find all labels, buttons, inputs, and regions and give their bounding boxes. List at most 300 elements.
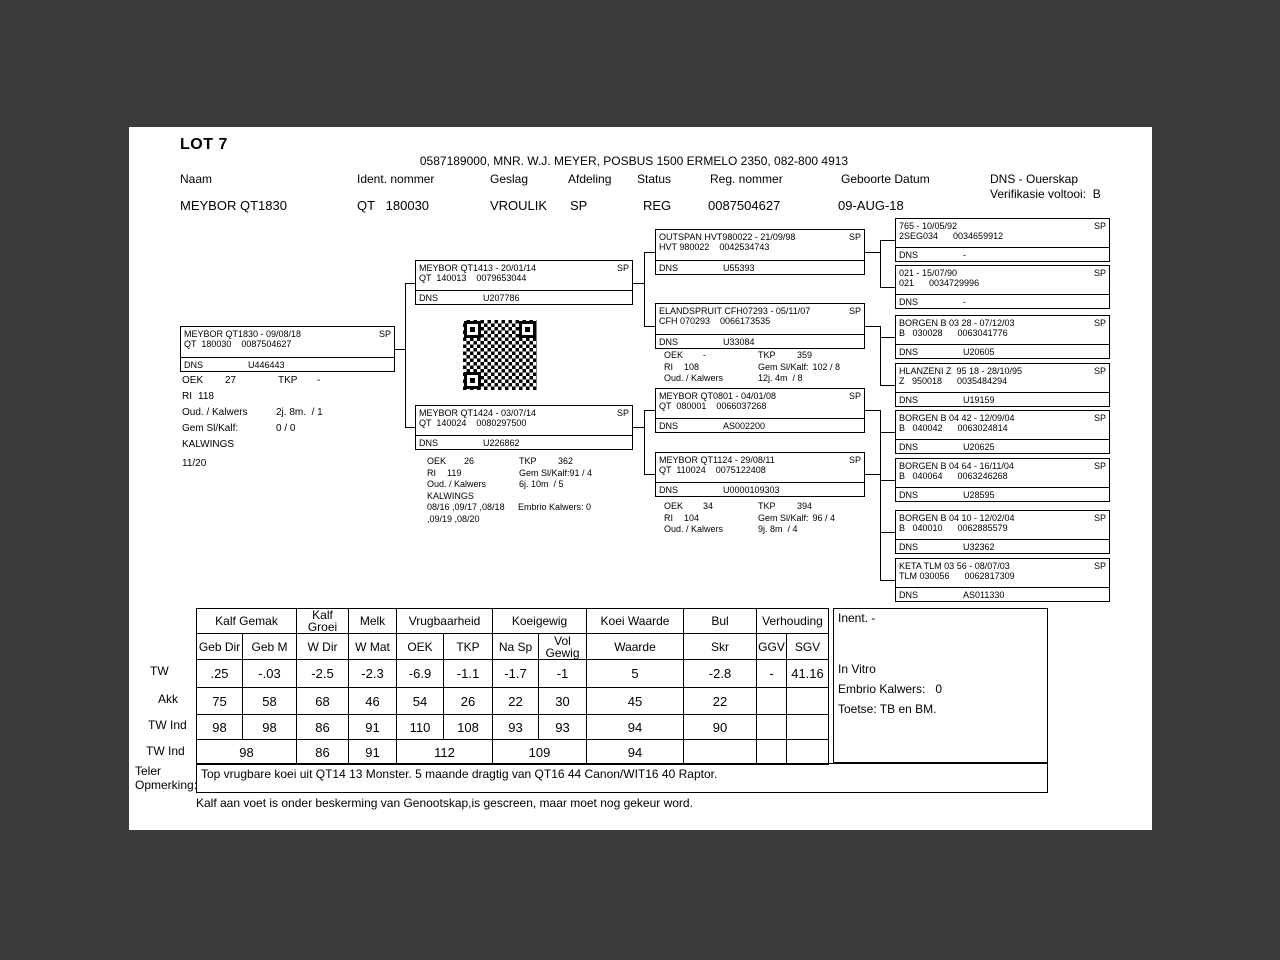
stat-line <box>182 405 323 421</box>
table-cell: -1.1 <box>444 660 493 688</box>
column-header: Vol Gewig <box>539 634 587 660</box>
kalwings-label: KALWINGS <box>427 490 474 501</box>
section-code: SP <box>1093 461 1106 471</box>
value-afdeling: SP <box>570 198 588 213</box>
pedigree-connector <box>880 432 895 433</box>
group-header: Kalf Groei <box>297 609 349 634</box>
table-cell: 109 <box>493 740 587 765</box>
table-cell: 90 <box>684 715 757 740</box>
animal-id: CFH 070293 0066173535 <box>659 316 771 326</box>
pedigree-connector <box>880 240 895 241</box>
stat-line <box>664 501 835 513</box>
stat-line <box>427 491 592 503</box>
animal-id: 2SEG034 0034659912 <box>899 231 1004 241</box>
table-cell: -6.9 <box>397 660 444 688</box>
pedigree-connector <box>880 240 881 288</box>
dns-label: DNS <box>899 589 919 600</box>
animal-id: QT 180030 0087504627 <box>184 339 292 349</box>
pedigree-connector <box>644 252 655 253</box>
pedigree-box-gp-3 <box>655 388 865 433</box>
section-code: SP <box>848 232 861 242</box>
section-code: SP <box>1093 561 1106 571</box>
table-cell <box>757 715 787 740</box>
stat-line <box>664 513 835 525</box>
animal-id: QT 110024 0075122408 <box>659 465 766 475</box>
table-cell: 26 <box>444 688 493 715</box>
animal-id: B 040064 0063246268 <box>899 471 1008 481</box>
group-header: Koei Waarde <box>587 609 684 634</box>
box-title-row <box>656 453 864 465</box>
pedigree-connector <box>880 326 881 386</box>
animal-name: KETA TLM 03 56 - 08/07/03 <box>899 561 1010 571</box>
stat-line <box>664 524 835 536</box>
oek-label: OEK <box>664 501 684 511</box>
table-cell <box>757 688 787 715</box>
embrio-kalwers-note: Embrio Kalwers: 0 <box>838 682 943 696</box>
group-header: Verhouding <box>757 609 829 634</box>
animal-id: 021 0034729996 <box>899 278 980 288</box>
animal-id: B 040042 0063024814 <box>899 423 1008 433</box>
table-cell: 58 <box>243 688 297 715</box>
table-cell: 112 <box>397 740 493 765</box>
dns-row <box>896 344 1109 358</box>
group-header-row <box>197 609 829 634</box>
animal-name: 021 - 15/07/90 <box>899 268 958 278</box>
animal-id: TLM 030056 0062817309 <box>899 571 1015 581</box>
animal-name: 765 - 10/05/92 <box>899 221 958 231</box>
dns-row <box>896 247 1109 261</box>
box-title-row <box>181 327 394 339</box>
dns-value: U33084 <box>723 336 755 347</box>
table-cell <box>684 740 757 765</box>
dns-label: DNS <box>899 441 919 452</box>
stat-line <box>182 421 323 437</box>
animal-name: BORGEN B 04 10 - 12/02/04 <box>899 513 1015 523</box>
ri-value: 119 <box>447 467 462 478</box>
value-reg: 0087504627 <box>708 198 781 213</box>
row-label-akk: Akk <box>158 692 179 706</box>
dam-stats <box>427 456 592 525</box>
toetse-note: Toetse: TB en BM. <box>838 702 937 716</box>
col-header-ident: Ident. nommer <box>357 172 435 186</box>
table-cell: 110 <box>397 715 444 740</box>
table-cell: -2.8 <box>684 660 757 688</box>
column-header: Geb M <box>243 634 297 660</box>
dns-label: DNS <box>419 437 439 448</box>
ri-value: 118 <box>198 391 214 402</box>
gem-label: Gem Sl/Kalf: <box>758 361 809 372</box>
kalwings-dates: 08/16 ,09/17 ,08/18 <box>427 502 505 512</box>
dns-value: U0000109303 <box>723 484 780 495</box>
gem-label: Gem Sl/Kalf: <box>182 423 239 434</box>
dns-row <box>656 260 864 274</box>
oek-label: OEK <box>182 375 204 386</box>
dns-row <box>896 587 1109 601</box>
dns-label: DNS <box>659 484 679 495</box>
twind2-row <box>197 740 829 765</box>
pedigree-box-gp-1 <box>655 229 865 275</box>
tkp-label: TKP <box>758 501 776 511</box>
value-status: REG <box>643 198 672 213</box>
oud-label: Oud. / Kalwers <box>427 479 487 489</box>
dns-label: DNS <box>659 262 679 273</box>
animal-name: OUTSPAN HVT980022 - 21/09/98 <box>659 232 796 242</box>
dns-value: U446443 <box>248 359 285 370</box>
column-header: GGV <box>757 634 787 660</box>
dns-value: - <box>963 296 966 307</box>
pedigree-box-dam <box>415 405 633 450</box>
pedigree-connector <box>865 474 880 475</box>
animal-id: QT 140024 0080297500 <box>419 418 527 428</box>
pedigree-connector <box>633 283 644 284</box>
pedigree-connector <box>880 385 895 386</box>
pedigree-connector <box>880 410 881 481</box>
dns-row <box>896 392 1109 406</box>
ri-value: 104 <box>684 512 700 523</box>
pedigree-box-ggp-7 <box>895 510 1110 554</box>
table-cell: -1.7 <box>493 660 539 688</box>
table-cell: -.03 <box>243 660 297 688</box>
oud-value: 6j. 10m / 5 <box>519 479 564 489</box>
dns-value: U28595 <box>963 489 995 500</box>
dns-value: U19159 <box>963 394 995 405</box>
gem-value: 102 / 8 <box>812 361 841 372</box>
box-title-row <box>896 316 1109 328</box>
animal-id: Z 950018 0035484294 <box>899 376 1008 386</box>
table-cell: -1 <box>539 660 587 688</box>
oud-value: 9j. 8m / 4 <box>758 524 798 534</box>
pedigree-connector <box>880 580 895 581</box>
row-label-twind: TW Ind <box>148 718 187 732</box>
stat-line <box>664 362 840 374</box>
oud-value: 2j. 8m. / 1 <box>276 407 323 418</box>
dns-row <box>656 418 864 432</box>
pedigree-connector <box>644 252 645 327</box>
tkp-value: 362 <box>558 456 574 466</box>
value-ident: QT 180030 <box>357 198 430 213</box>
box-title-row <box>896 219 1109 231</box>
pedigree-box-sire <box>415 260 633 305</box>
stat-line <box>664 350 840 362</box>
opmerking-label: Opmerking: <box>135 778 198 792</box>
kalwings-dates: ,09/19 ,08/20 <box>427 513 480 524</box>
row-label-twind2: TW Ind <box>146 744 185 758</box>
table-cell <box>757 740 787 765</box>
animal-name: BORGEN B 04 42 - 12/09/04 <box>899 413 1015 423</box>
table-cell: 22 <box>684 688 757 715</box>
table-cell <box>787 688 829 715</box>
section-code: SP <box>848 391 861 401</box>
box-title-row <box>896 511 1109 523</box>
dns-value: U207786 <box>483 292 520 303</box>
section-code: SP <box>378 329 391 339</box>
pedigree-box-ggp-4 <box>895 363 1110 407</box>
table-cell: 5 <box>587 660 684 688</box>
column-header: W Mat <box>349 634 397 660</box>
stat-line <box>427 502 592 514</box>
section-code: SP <box>1093 366 1106 376</box>
oud-label: Oud. / Kalwers <box>664 373 724 383</box>
table-cell: -2.5 <box>297 660 349 688</box>
dns-row <box>416 290 632 304</box>
dns-value: U20625 <box>963 441 995 452</box>
table-cell: 91 <box>349 740 397 765</box>
dns-row <box>656 482 864 496</box>
oek-label: OEK <box>664 350 684 360</box>
pedigree-connector <box>865 252 880 253</box>
table-cell: 94 <box>587 715 684 740</box>
pedigree-connector <box>644 410 645 475</box>
inent-title: Inent. - <box>838 611 876 625</box>
pedigree-box-ggp-5 <box>895 410 1110 454</box>
pedigree-connector <box>405 427 415 428</box>
dns-label: DNS <box>659 336 679 347</box>
animal-id: QT 140013 0079653044 <box>419 273 527 283</box>
table-cell: 30 <box>539 688 587 715</box>
section-code: SP <box>1093 318 1106 328</box>
footnote-text: Kalf aan voet is onder beskerming van Genootskap,is gescreen, maar moet nog gekeur word. <box>196 796 693 810</box>
inent-box <box>833 608 1048 763</box>
box-title-row <box>896 364 1109 376</box>
in-vitro-note: In Vitro <box>838 662 876 676</box>
dns-label: DNS <box>899 346 919 357</box>
qr-finder-pattern <box>464 321 481 338</box>
pedigree-connector <box>644 410 655 411</box>
stat-line <box>427 468 592 480</box>
dns-label: DNS <box>184 359 204 370</box>
group-header: Vrugbaarheid <box>397 609 493 634</box>
group-header: Koeigewig <box>493 609 587 634</box>
table-cell: - <box>757 660 787 688</box>
col-header-afdeling: Afdeling <box>568 172 612 186</box>
box-title-row <box>416 406 632 418</box>
oek-label: OEK <box>427 456 447 466</box>
dns-row <box>896 539 1109 553</box>
section-code: SP <box>616 263 629 273</box>
animal-name: HLANZENI Z 95 18 - 28/10/95 <box>899 366 1023 376</box>
box-title-row <box>896 459 1109 471</box>
section-code: SP <box>1093 513 1106 523</box>
dns-label: DNS <box>419 292 439 303</box>
animal-name: ELANDSPRUIT CFH07293 - 05/11/07 <box>659 306 811 316</box>
ri-label: RI <box>664 361 673 372</box>
dns-row <box>896 294 1109 308</box>
animal-name: MEYBOR QT1124 - 29/08/11 <box>659 455 775 465</box>
pedigree-connector <box>644 474 655 475</box>
tkp-value: 359 <box>797 350 813 360</box>
col-header-naam: Naam <box>180 172 213 186</box>
qr-finder-pattern <box>464 372 481 389</box>
dns-value: - <box>963 249 966 260</box>
pedigree-connector <box>395 349 405 350</box>
box-title-row <box>896 266 1109 278</box>
animal-name: BORGEN B 04 64 - 16/11/04 <box>899 461 1014 471</box>
section-code: SP <box>1093 221 1106 231</box>
row-label-tw: TW <box>150 664 169 678</box>
table-cell: 91 <box>349 715 397 740</box>
table-cell <box>787 740 829 765</box>
oek-value: 26 <box>464 456 475 466</box>
lot-title: LOT 7 <box>180 136 228 153</box>
dns-value: U20605 <box>963 346 995 357</box>
animal-name: MEYBOR QT0801 - 04/01/08 <box>659 391 777 401</box>
section-code: SP <box>848 455 861 465</box>
pedigree-box-ggp-3 <box>895 315 1110 359</box>
pedigree-connector <box>880 337 895 338</box>
dns-value: AS002200 <box>723 420 766 431</box>
col-header-geboorte: Geboorte Datum <box>841 172 930 186</box>
ri-value: 108 <box>684 361 700 372</box>
tkp-label: TKP <box>278 375 298 386</box>
group-header: Bul <box>684 609 757 634</box>
col-header-dns-ouerskap: DNS - Ouerskap <box>990 172 1079 186</box>
gem-label: Gem Sl/Kalf: <box>519 467 570 478</box>
group-header: Kalf Gemak <box>197 609 297 634</box>
dns-label: DNS <box>899 489 919 500</box>
oek-value: - <box>703 350 706 360</box>
dns-row <box>896 487 1109 501</box>
box-title-row <box>416 261 632 273</box>
box-title-row <box>656 389 864 401</box>
dns-value: U55393 <box>723 262 755 273</box>
gem-value: 91 / 4 <box>569 467 593 478</box>
twind-row <box>197 715 829 740</box>
box-title-row <box>656 230 864 242</box>
tkp-label: TKP <box>519 456 537 466</box>
table-cell: 68 <box>297 688 349 715</box>
box-title-row <box>896 411 1109 423</box>
breeding-values-table <box>196 608 829 765</box>
table-cell: 93 <box>539 715 587 740</box>
box-title-row <box>896 559 1109 571</box>
animal-name: MEYBOR QT1830 - 09/08/18 <box>184 329 302 339</box>
animal-id: HVT 980022 0042534743 <box>659 242 770 252</box>
table-cell: 41.16 <box>787 660 829 688</box>
dns-value: AS011330 <box>963 589 1005 600</box>
ri-label: RI <box>427 467 436 478</box>
dns-value: U226862 <box>483 437 520 448</box>
value-geboorte: 09-AUG-18 <box>838 198 904 213</box>
ri-label: RI <box>182 391 192 402</box>
column-header: TKP <box>444 634 493 660</box>
col-header-status: Status <box>637 172 672 186</box>
table-cell: 98 <box>197 740 297 765</box>
table-cell: 86 <box>297 715 349 740</box>
table-cell: 93 <box>493 715 539 740</box>
gem-label: Gem Sl/Kalf: <box>758 512 809 523</box>
pedigree-box-ggp-6 <box>895 458 1110 502</box>
table-cell: -2.3 <box>349 660 397 688</box>
pedigree-connector <box>880 287 895 288</box>
table-cell: 94 <box>587 740 684 765</box>
pedigree-connector <box>865 326 880 327</box>
gp2-stats <box>664 350 840 385</box>
verifikasie-status: Verifikasie voltooi: B <box>990 187 1101 201</box>
col-header-reg: Reg. nommer <box>710 172 783 186</box>
oud-label: Oud. / Kalwers <box>182 407 248 418</box>
oek-value: 34 <box>703 501 714 511</box>
dns-row <box>181 357 394 371</box>
table-cell: 98 <box>243 715 297 740</box>
gem-value: 96 / 4 <box>812 512 836 523</box>
dns-label: DNS <box>899 394 919 405</box>
document-page <box>129 127 1152 830</box>
pedigree-box-ggp-1 <box>895 218 1110 262</box>
remark-box <box>196 763 1048 793</box>
dns-row <box>656 334 864 348</box>
pedigree-connector <box>405 283 415 284</box>
column-header: Na Sp <box>493 634 539 660</box>
value-geslag: VROULIK <box>490 198 548 213</box>
dns-row <box>416 435 632 449</box>
stat-line <box>182 456 323 472</box>
section-code: SP <box>848 306 861 316</box>
qr-finder-pattern <box>519 321 536 338</box>
dns-row <box>896 439 1109 453</box>
animal-name: MEYBOR QT1424 - 03/07/14 <box>419 408 537 418</box>
teler-label: Teler <box>135 764 162 778</box>
pedigree-connector <box>644 326 655 327</box>
tkp-label: TKP <box>758 350 776 360</box>
dns-value: U32362 <box>963 541 995 552</box>
kalwings-label: KALWINGS <box>182 439 235 450</box>
table-cell: 22 <box>493 688 539 715</box>
pedigree-connector <box>405 283 406 428</box>
pedigree-connector <box>633 427 644 428</box>
column-header-row <box>197 634 829 660</box>
animal-id: QT 080001 0066037268 <box>659 401 767 411</box>
column-header: OEK <box>397 634 444 660</box>
section-code: SP <box>1093 413 1106 423</box>
column-header: W Dir <box>297 634 349 660</box>
column-header: Skr <box>684 634 757 660</box>
animal-name: BORGEN B 03 28 - 07/12/03 <box>899 318 1015 328</box>
dns-label: DNS <box>899 296 919 307</box>
column-header: Waarde <box>587 634 684 660</box>
owner-line: 0587189000, MNR. W.J. MEYER, POSBUS 1500 ERMELO 2350, 082-800 4913 <box>419 154 849 168</box>
table-cell: 86 <box>297 740 349 765</box>
gem-value: 0 / 0 <box>276 423 296 434</box>
table-cell: 98 <box>197 715 243 740</box>
col-header-geslag: Geslag <box>490 172 529 186</box>
oud-label: Oud. / Kalwers <box>664 524 724 534</box>
table-cell <box>787 715 829 740</box>
pedigree-box-ggp-8 <box>895 558 1110 602</box>
dns-label: DNS <box>899 249 919 260</box>
tkp-value: - <box>317 375 321 386</box>
pedigree-box-gp-4 <box>655 452 865 497</box>
pedigree-box-ggp-2 <box>895 265 1110 309</box>
column-header: Geb Dir <box>197 634 243 660</box>
table-cell: 108 <box>444 715 493 740</box>
tkp-value: 394 <box>797 501 813 511</box>
stat-line <box>427 456 592 468</box>
table-cell: .25 <box>197 660 243 688</box>
table-cell: 54 <box>397 688 444 715</box>
stat-line <box>427 479 592 491</box>
stat-line <box>182 389 323 405</box>
stat-line <box>182 437 323 453</box>
section-code: SP <box>616 408 629 418</box>
gp4-stats <box>664 501 835 536</box>
ri-label: RI <box>664 512 673 523</box>
animal-id: B 040010 0062885579 <box>899 523 1008 533</box>
section-code: SP <box>1093 268 1106 278</box>
akk-row <box>197 688 829 715</box>
stat-line <box>664 373 840 385</box>
kalwings-value: 11/20 <box>182 458 207 469</box>
animal-stats <box>182 373 323 472</box>
